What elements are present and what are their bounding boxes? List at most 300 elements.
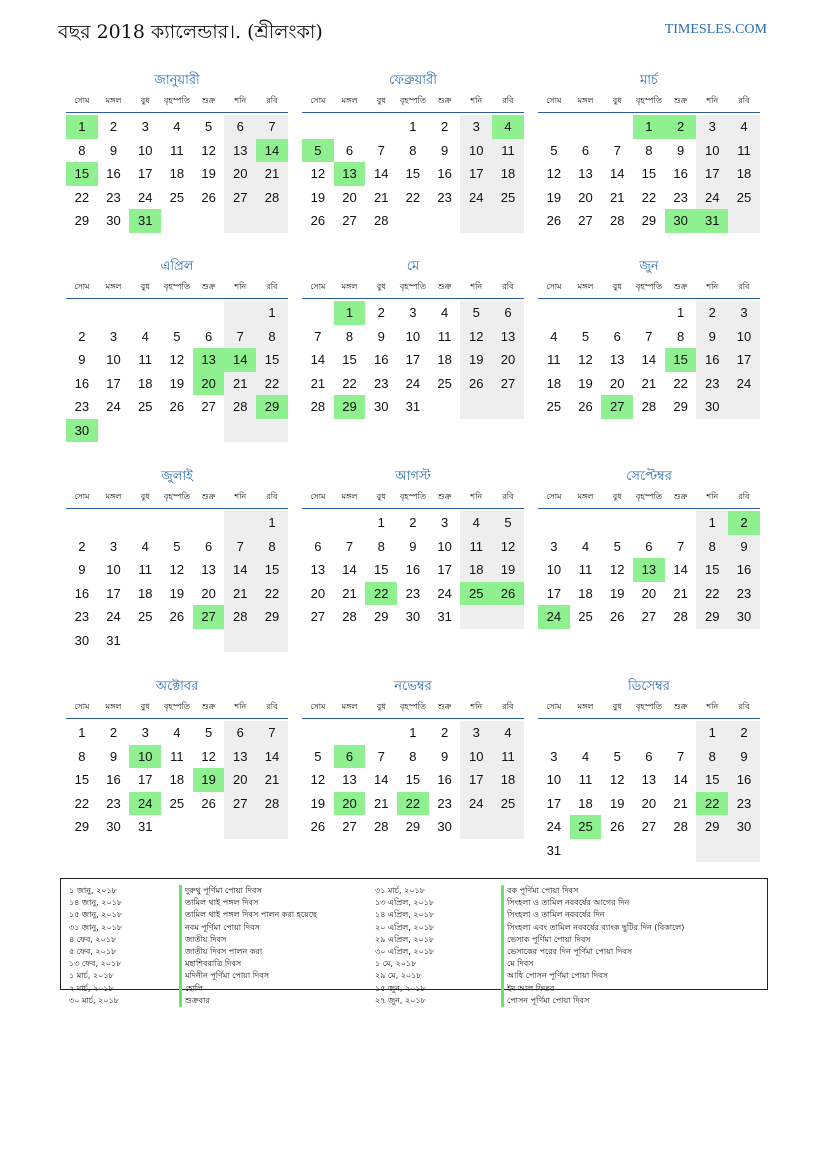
day-cell: 17 bbox=[546, 585, 562, 601]
legend-description: বক পূর্ণিমা পোয়া দিবস bbox=[501, 885, 684, 897]
day-cell: 21 bbox=[609, 189, 625, 205]
weekday-label: সোম bbox=[310, 282, 326, 291]
month-calendar bbox=[538, 678, 760, 862]
day-cell: 1 bbox=[409, 119, 417, 134]
day-cell: 7 bbox=[224, 325, 256, 349]
day-cell: 2 bbox=[409, 515, 417, 530]
day-cell: 9 bbox=[676, 142, 685, 158]
legend-date: ২০ এপ্রিল, ২০১৮ bbox=[375, 922, 435, 932]
day-cell: 6 bbox=[224, 115, 256, 139]
day-cell: 9 bbox=[440, 142, 449, 158]
day-cell: 8 bbox=[345, 328, 354, 344]
weekday-label: সোম bbox=[74, 282, 90, 291]
day-cell: 5 bbox=[314, 748, 322, 764]
day-cell: 12 bbox=[201, 142, 216, 158]
day-cell: 23 bbox=[74, 399, 90, 414]
day-cell: 2 bbox=[440, 725, 449, 740]
day-cell: 7 bbox=[314, 328, 322, 344]
weekday-header bbox=[302, 280, 524, 299]
month-calendar bbox=[302, 72, 524, 233]
legend-date: ১৪ জানু, ২০১৮ bbox=[69, 898, 123, 908]
day-cell: 25 bbox=[546, 399, 562, 414]
day-cell: 2 bbox=[440, 119, 449, 134]
empty-day-cell bbox=[193, 629, 225, 653]
holiday-day-cell: 10 bbox=[129, 745, 161, 769]
day-cell: 3 bbox=[460, 721, 492, 745]
month-name: ডিসেম্বর bbox=[628, 679, 670, 694]
day-cell: 3 bbox=[409, 305, 417, 320]
legend-description: শুক্রবার bbox=[179, 995, 317, 1007]
empty-day-cell bbox=[193, 815, 225, 839]
weekday-label: রবি bbox=[502, 96, 514, 105]
weekday-label: রবি bbox=[266, 282, 278, 291]
day-grid bbox=[302, 115, 524, 233]
day-cell: 17 bbox=[106, 585, 121, 601]
day-cell: 4 bbox=[581, 748, 590, 764]
day-cell: 11 bbox=[492, 745, 524, 769]
legend-description: জাতীয় দিবস bbox=[179, 934, 317, 946]
weekday-label: মঙ্গল bbox=[341, 96, 358, 105]
empty-day-cell bbox=[492, 605, 524, 629]
weekday-label: রবি bbox=[502, 282, 514, 291]
holiday-day-cell: 1 bbox=[66, 115, 98, 139]
holiday-day-cell: 27 bbox=[193, 605, 225, 629]
weekday-label: শুক্র bbox=[437, 492, 452, 501]
day-cell: 12 bbox=[310, 772, 326, 787]
empty-day-cell bbox=[161, 629, 193, 653]
empty-day-cell bbox=[193, 511, 225, 535]
day-cell: 12 bbox=[609, 562, 625, 577]
holiday-day-cell: 25 bbox=[570, 815, 602, 839]
day-cell: 11 bbox=[170, 748, 184, 764]
weekday-label: বুধ bbox=[140, 702, 150, 711]
day-cell: 19 bbox=[201, 166, 216, 181]
month-calendar bbox=[302, 258, 524, 419]
holiday-day-cell: 26 bbox=[492, 582, 524, 606]
day-cell: 30 bbox=[728, 605, 760, 629]
day-cell: 25 bbox=[137, 399, 153, 414]
holiday-day-cell: 24 bbox=[129, 792, 161, 816]
weekday-label: বৃহস্পতি bbox=[635, 96, 662, 105]
day-cell: 19 bbox=[460, 348, 492, 372]
day-cell: 28 bbox=[256, 792, 288, 816]
day-cell: 24 bbox=[460, 792, 492, 816]
day-cell: 22 bbox=[256, 372, 288, 396]
day-cell: 24 bbox=[137, 189, 153, 205]
empty-day-cell bbox=[633, 839, 665, 863]
day-cell: 23 bbox=[74, 609, 90, 624]
month-calendar bbox=[538, 72, 760, 233]
day-cell: 11 bbox=[547, 352, 561, 367]
day-cell: 7 bbox=[224, 535, 256, 559]
day-cell: 22 bbox=[641, 189, 657, 205]
empty-day-cell bbox=[161, 511, 193, 535]
day-cell: 1 bbox=[409, 725, 417, 740]
weekday-label: বৃহস্পতি bbox=[635, 282, 662, 291]
empty-day-cell bbox=[256, 629, 288, 653]
empty-day-cell bbox=[224, 209, 256, 233]
day-cell: 3 bbox=[109, 538, 118, 554]
day-cell: 8 bbox=[696, 535, 728, 559]
day-cell: 14 bbox=[373, 772, 389, 787]
day-cell: 11 bbox=[460, 535, 492, 559]
day-cell: 20 bbox=[342, 189, 357, 205]
day-cell: 22 bbox=[74, 795, 90, 811]
weekday-label: রবি bbox=[266, 702, 278, 711]
empty-day-cell bbox=[256, 209, 288, 233]
empty-day-cell bbox=[161, 301, 193, 325]
day-cell: 16 bbox=[106, 772, 121, 787]
day-cell: 20 bbox=[310, 585, 326, 601]
day-cell: 18 bbox=[492, 768, 524, 792]
day-cell: 19 bbox=[310, 795, 326, 811]
day-cell: 5 bbox=[613, 538, 621, 554]
empty-day-cell bbox=[601, 839, 633, 863]
day-cell: 11 bbox=[170, 142, 184, 158]
month-name: জুন bbox=[639, 259, 659, 274]
holiday-day-cell: 20 bbox=[334, 792, 366, 816]
legend-date: ১৩ এপ্রিল, ২০১৮ bbox=[375, 898, 435, 908]
day-cell: 28 bbox=[342, 609, 357, 624]
day-cell: 11 bbox=[728, 139, 760, 163]
site-link[interactable]: TIMESLES.COM bbox=[664, 22, 767, 37]
day-cell: 7 bbox=[613, 142, 621, 158]
legend-description: জাতীয় দিবস পালন করা bbox=[179, 946, 317, 958]
weekday-label: সোম bbox=[546, 492, 562, 501]
legend-date: ২ মার্চ, ২০১৮ bbox=[69, 983, 114, 993]
empty-day-cell bbox=[98, 301, 130, 325]
day-cell: 12 bbox=[310, 166, 326, 181]
day-cell: 24 bbox=[106, 609, 121, 624]
day-cell: 23 bbox=[728, 792, 760, 816]
day-cell: 27 bbox=[342, 213, 357, 228]
day-cell: 9 bbox=[409, 538, 417, 554]
weekday-header bbox=[66, 280, 288, 299]
day-cell: 23 bbox=[437, 189, 452, 205]
weekday-label: বুধ bbox=[140, 282, 150, 291]
day-cell: 6 bbox=[314, 538, 322, 554]
day-cell: 14 bbox=[373, 166, 389, 181]
day-cell: 29 bbox=[256, 605, 288, 629]
day-cell: 3 bbox=[460, 115, 492, 139]
month-calendar bbox=[302, 678, 524, 839]
day-cell: 30 bbox=[437, 819, 452, 834]
legend-description: ভেসাকের পরের দিন পূর্ণিমা পোয়া দিবস bbox=[501, 946, 684, 958]
day-cell: 20 bbox=[224, 162, 256, 186]
day-cell: 28 bbox=[373, 213, 389, 228]
empty-day-cell bbox=[460, 209, 492, 233]
day-cell: 7 bbox=[256, 721, 288, 745]
day-cell: 21 bbox=[256, 768, 288, 792]
day-cell: 15 bbox=[696, 768, 728, 792]
day-cell: 16 bbox=[728, 558, 760, 582]
legend-description: সিংহলা ও তামিল নববর্ষের দিন bbox=[501, 909, 684, 921]
weekday-label: শনি bbox=[706, 702, 719, 711]
empty-day-cell bbox=[460, 395, 492, 419]
weekday-header bbox=[538, 490, 760, 509]
holiday-day-cell: 2 bbox=[728, 511, 760, 535]
day-cell: 10 bbox=[106, 352, 121, 367]
day-cell: 16 bbox=[696, 348, 728, 372]
empty-day-cell bbox=[256, 419, 288, 443]
day-cell: 17 bbox=[460, 768, 492, 792]
legend-description: মে দিবস bbox=[501, 958, 684, 970]
holiday-day-cell: 30 bbox=[665, 209, 697, 233]
day-cell: 8 bbox=[256, 535, 288, 559]
day-cell: 28 bbox=[373, 819, 389, 834]
day-cell: 9 bbox=[728, 745, 760, 769]
holiday-day-cell: 13 bbox=[633, 558, 665, 582]
weekday-label: শুক্র bbox=[673, 282, 688, 291]
weekday-label: বৃহস্পতি bbox=[399, 282, 426, 291]
empty-day-cell bbox=[538, 301, 570, 325]
weekday-label: সোম bbox=[546, 282, 562, 291]
empty-day-cell bbox=[98, 419, 130, 443]
day-cell: 5 bbox=[613, 748, 621, 764]
weekday-label: সোম bbox=[310, 702, 326, 711]
day-cell: 29 bbox=[696, 605, 728, 629]
empty-day-cell bbox=[633, 301, 665, 325]
empty-day-cell bbox=[224, 629, 256, 653]
weekday-header bbox=[302, 700, 524, 719]
month-name: এপ্রিল bbox=[160, 259, 194, 274]
weekday-label: মঙ্গল bbox=[577, 96, 594, 105]
empty-day-cell bbox=[224, 511, 256, 535]
day-cell: 5 bbox=[173, 328, 181, 344]
day-grid bbox=[302, 721, 524, 839]
weekday-label: বুধ bbox=[376, 96, 386, 105]
legend-description: সিংহলা এবং তামিল নববর্ষের ব্যাংক ছুটির দিন (বিকালে) bbox=[501, 922, 684, 934]
month-name: জানুয়ারী bbox=[154, 73, 200, 88]
day-cell: 4 bbox=[460, 511, 492, 535]
holiday-day-cell: 31 bbox=[129, 209, 161, 233]
day-cell: 25 bbox=[137, 609, 153, 624]
day-cell: 29 bbox=[74, 213, 90, 228]
day-cell: 4 bbox=[440, 305, 449, 320]
day-cell: 16 bbox=[437, 166, 452, 181]
day-cell: 26 bbox=[578, 399, 593, 414]
empty-day-cell bbox=[429, 209, 461, 233]
day-cell: 25 bbox=[492, 186, 524, 210]
day-cell: 13 bbox=[224, 139, 256, 163]
weekday-label: সোম bbox=[74, 96, 90, 105]
day-cell: 18 bbox=[546, 375, 562, 391]
day-cell: 25 bbox=[169, 795, 185, 811]
day-cell: 8 bbox=[78, 142, 86, 158]
weekday-header bbox=[538, 700, 760, 719]
day-cell: 5 bbox=[460, 301, 492, 325]
day-cell: 16 bbox=[74, 585, 90, 601]
legend-description: পোসন পূর্ণিমা পোয়া দিবস bbox=[501, 995, 684, 1007]
holiday-legend bbox=[60, 878, 768, 1005]
weekday-label: বুধ bbox=[376, 492, 386, 501]
holiday-day-cell: 30 bbox=[66, 419, 98, 443]
legend-date: ১৫ জুন, ২০১৮ bbox=[375, 983, 426, 993]
weekday-label: শনি bbox=[470, 702, 483, 711]
legend-date: ৩০ মার্চ, ২০১৮ bbox=[69, 995, 119, 1005]
legend-date: ২৯ মে, ২০১৮ bbox=[375, 971, 422, 981]
holiday-day-cell: 20 bbox=[193, 372, 225, 396]
day-cell: 12 bbox=[169, 352, 185, 367]
holiday-day-cell: 1 bbox=[633, 115, 665, 139]
empty-day-cell bbox=[334, 115, 366, 139]
day-cell: 5 bbox=[492, 511, 524, 535]
day-cell: 18 bbox=[437, 352, 452, 367]
day-cell: 4 bbox=[173, 119, 181, 134]
day-cell: 13 bbox=[492, 325, 524, 349]
day-cell: 5 bbox=[550, 142, 558, 158]
day-cell: 8 bbox=[409, 142, 417, 158]
day-grid bbox=[66, 511, 288, 652]
month-name: নভেম্বর bbox=[394, 679, 432, 694]
weekday-label: সোম bbox=[74, 702, 90, 711]
weekday-label: শনি bbox=[706, 96, 719, 105]
day-cell: 27 bbox=[201, 399, 216, 414]
day-cell: 13 bbox=[201, 562, 216, 577]
day-grid bbox=[538, 301, 760, 419]
day-cell: 21 bbox=[373, 795, 389, 811]
empty-day-cell bbox=[334, 511, 366, 535]
day-cell: 7 bbox=[676, 748, 685, 764]
empty-day-cell bbox=[601, 115, 633, 139]
weekday-label: শুক্র bbox=[201, 492, 216, 501]
empty-day-cell bbox=[193, 419, 225, 443]
day-cell: 21 bbox=[224, 372, 256, 396]
holiday-day-cell: 24 bbox=[538, 605, 570, 629]
day-cell: 4 bbox=[173, 725, 181, 740]
day-cell: 18 bbox=[460, 558, 492, 582]
day-cell: 10 bbox=[106, 562, 121, 577]
weekday-label: শুক্র bbox=[673, 492, 688, 501]
day-cell: 3 bbox=[696, 115, 728, 139]
empty-day-cell bbox=[570, 721, 602, 745]
day-cell: 29 bbox=[696, 815, 728, 839]
weekday-label: বুধ bbox=[612, 702, 622, 711]
day-cell: 31 bbox=[137, 819, 153, 834]
empty-day-cell bbox=[570, 301, 602, 325]
day-cell: 17 bbox=[137, 166, 153, 181]
month-name: মে bbox=[406, 259, 420, 274]
legend-description: ভেসাক পূর্ণিমা পোয়া দিবস bbox=[501, 934, 684, 946]
empty-day-cell bbox=[633, 511, 665, 535]
weekday-label: সোম bbox=[546, 96, 562, 105]
day-cell: 23 bbox=[106, 189, 121, 205]
month-calendar bbox=[66, 72, 288, 233]
weekday-label: রবি bbox=[502, 702, 514, 711]
weekday-label: মঙ্গল bbox=[105, 492, 122, 501]
day-cell: 10 bbox=[460, 139, 492, 163]
holiday-day-cell: 13 bbox=[193, 348, 225, 372]
day-cell: 31 bbox=[546, 842, 562, 858]
day-cell: 12 bbox=[169, 562, 185, 577]
weekday-label: বৃহস্পতি bbox=[635, 702, 662, 711]
legend-description: আধি পোসন পূর্ণিমা পোয়া দিবস bbox=[501, 970, 684, 982]
day-cell: 24 bbox=[460, 186, 492, 210]
holiday-day-cell: 6 bbox=[334, 745, 366, 769]
month-calendar bbox=[538, 258, 760, 419]
empty-day-cell bbox=[538, 721, 570, 745]
weekday-header bbox=[302, 94, 524, 113]
day-cell: 21 bbox=[641, 375, 657, 391]
empty-day-cell bbox=[570, 839, 602, 863]
day-cell: 17 bbox=[696, 162, 728, 186]
day-cell: 21 bbox=[224, 582, 256, 606]
weekday-label: শনি bbox=[470, 282, 483, 291]
day-cell: 22 bbox=[696, 582, 728, 606]
weekday-label: বুধ bbox=[376, 702, 386, 711]
holiday-day-cell: 4 bbox=[492, 115, 524, 139]
day-cell: 20 bbox=[224, 768, 256, 792]
day-cell: 17 bbox=[137, 772, 153, 787]
weekday-label: মঙ্গল bbox=[577, 702, 594, 711]
day-cell: 21 bbox=[673, 585, 688, 601]
day-cell: 30 bbox=[728, 815, 760, 839]
day-cell: 30 bbox=[106, 819, 121, 834]
day-cell: 10 bbox=[137, 142, 153, 158]
empty-day-cell bbox=[129, 629, 161, 653]
empty-day-cell bbox=[302, 115, 334, 139]
empty-day-cell bbox=[460, 605, 492, 629]
legend-description: ইদ আল ফিতর bbox=[501, 983, 684, 995]
day-cell: 19 bbox=[310, 189, 326, 205]
holiday-day-cell: 19 bbox=[193, 768, 225, 792]
day-cell: 13 bbox=[310, 562, 326, 577]
weekday-label: বুধ bbox=[140, 492, 150, 501]
weekday-label: সোম bbox=[74, 492, 90, 501]
legend-date: ২৭ জুন, ২০১৮ bbox=[375, 995, 426, 1005]
day-cell: 30 bbox=[373, 399, 389, 414]
holiday-day-cell: 5 bbox=[302, 139, 334, 163]
empty-day-cell bbox=[601, 721, 633, 745]
weekday-label: মঙ্গল bbox=[341, 492, 358, 501]
day-cell: 22 bbox=[405, 189, 421, 205]
weekday-header bbox=[66, 490, 288, 509]
empty-day-cell bbox=[129, 419, 161, 443]
day-cell: 7 bbox=[377, 142, 385, 158]
day-cell: 7 bbox=[345, 538, 354, 554]
day-cell: 11 bbox=[138, 352, 152, 367]
legend-date: ২৯ এপ্রিল, ২০১৮ bbox=[375, 934, 435, 944]
day-cell: 6 bbox=[204, 538, 213, 554]
day-cell: 7 bbox=[377, 748, 385, 764]
weekday-label: বুধ bbox=[140, 96, 150, 105]
holiday-day-cell: 15 bbox=[665, 348, 697, 372]
weekday-header bbox=[538, 280, 760, 299]
day-cell: 25 bbox=[169, 189, 185, 205]
legend-description: মদিনীন পূর্ণিমা পোয়া দিবস bbox=[179, 970, 317, 982]
weekday-label: মঙ্গল bbox=[341, 702, 358, 711]
day-cell: 12 bbox=[460, 325, 492, 349]
day-cell: 10 bbox=[460, 745, 492, 769]
month-calendar bbox=[66, 678, 288, 839]
day-cell: 14 bbox=[256, 745, 288, 769]
weekday-header bbox=[538, 94, 760, 113]
day-cell: 24 bbox=[728, 372, 760, 396]
day-cell: 4 bbox=[141, 538, 149, 554]
month-calendar bbox=[538, 468, 760, 629]
weekday-label: শনি bbox=[234, 492, 247, 501]
weekday-label: শুক্র bbox=[437, 96, 452, 105]
day-grid bbox=[66, 721, 288, 839]
day-cell: 18 bbox=[169, 772, 185, 787]
day-cell: 28 bbox=[256, 186, 288, 210]
weekday-label: বৃহস্পতি bbox=[635, 492, 662, 501]
weekday-label: বৃহস্পতি bbox=[163, 702, 190, 711]
day-cell: 2 bbox=[377, 305, 385, 320]
day-cell: 17 bbox=[106, 375, 121, 391]
month-calendar bbox=[66, 258, 288, 442]
weekday-label: রবি bbox=[502, 492, 514, 501]
